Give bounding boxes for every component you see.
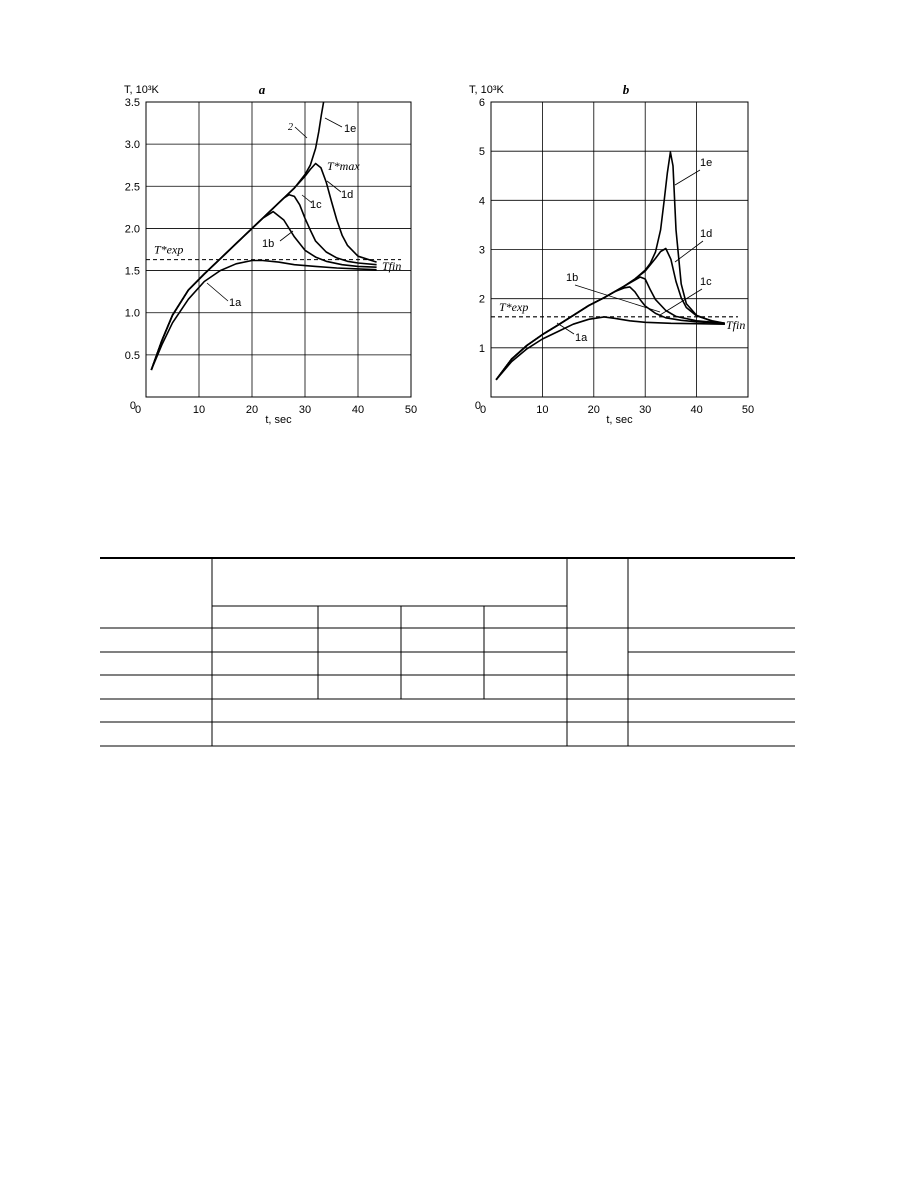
- y-tick-label: 1.5: [124, 265, 140, 278]
- annotation-tfin: Tfin: [382, 259, 402, 273]
- x-tick-label: 50: [404, 404, 418, 416]
- panel-label: b: [622, 82, 630, 97]
- x-tick-label: 0: [134, 404, 142, 416]
- x-tick-label: 50: [741, 404, 755, 416]
- y-axis-title: T, 10³K: [124, 84, 159, 96]
- x-axis-title: t, sec: [606, 414, 633, 426]
- x-tick-label: 20: [245, 404, 259, 416]
- series-line-1c: [151, 195, 376, 370]
- y-tick-label: 0: [474, 400, 481, 412]
- series-line-1a: [496, 317, 725, 380]
- series-leader-1b: [280, 231, 293, 241]
- y-tick-label: 4: [478, 195, 485, 208]
- data-table: [100, 557, 795, 747]
- reference-line-label: T*exp: [154, 242, 184, 257]
- series-label-1a: 1a: [575, 332, 588, 344]
- series-line-1d: [496, 249, 725, 380]
- series-label-1b: 1b: [566, 272, 579, 284]
- y-tick-label: 6: [478, 97, 485, 109]
- y-tick-label: 3: [478, 244, 485, 257]
- figure: [0, 0, 918, 440]
- panel-a: [124, 82, 417, 426]
- y-tick-label: 2: [478, 293, 485, 306]
- x-tick-label: 0: [479, 404, 487, 416]
- y-tick-label: 3.0: [124, 139, 140, 152]
- series-leader-1a: [207, 283, 228, 301]
- y-tick-label: 2.0: [124, 223, 140, 236]
- x-tick-label: 10: [192, 404, 206, 416]
- y-tick-label: 2.5: [124, 181, 140, 194]
- series-label-1c: 1c: [700, 276, 712, 288]
- series-label-1e: 1e: [344, 123, 357, 135]
- panel-b: [469, 82, 754, 426]
- series-line-1a: [151, 261, 376, 371]
- reference-line-label: T*exp: [499, 299, 529, 314]
- series-label-1a: 1a: [229, 297, 242, 309]
- x-tick-label: 40: [351, 404, 365, 416]
- x-tick-label: 30: [298, 404, 312, 416]
- series-label-1d: 1d: [700, 228, 713, 240]
- y-tick-label: 0.5: [124, 349, 140, 362]
- series-label-1c: 1c: [310, 199, 322, 211]
- y-tick-label: 0: [129, 400, 136, 412]
- panel-label: a: [258, 82, 266, 97]
- series-line-1e: [496, 152, 725, 380]
- series-leader-1c: [660, 289, 702, 315]
- series-leader-1e: [325, 118, 342, 127]
- x-axis-title: t, sec: [265, 414, 292, 426]
- x-tick-label: 40: [690, 404, 703, 416]
- series-label-1b: 1b: [262, 238, 275, 250]
- series-line-1e: [151, 102, 323, 370]
- series-line-1b: [496, 287, 725, 380]
- x-tick-label: 20: [587, 404, 600, 416]
- series-label-1d: 1d: [341, 189, 354, 201]
- series-label-1e: 1e: [700, 157, 713, 169]
- plot-frame: [146, 102, 411, 397]
- x-tick-label: 30: [639, 404, 652, 416]
- series-line-1c: [496, 277, 725, 380]
- y-tick-label: 3.5: [124, 97, 140, 109]
- y-tick-label: 1.0: [124, 307, 140, 320]
- y-tick-label: 5: [478, 146, 485, 159]
- x-tick-label: 10: [536, 404, 549, 416]
- annotation-curve-2: 2: [288, 122, 293, 133]
- y-axis-title: T, 10³K: [469, 84, 504, 96]
- annotation-tfin: Tfin: [726, 318, 746, 332]
- y-tick-label: 1: [478, 342, 485, 355]
- annotation-tmax: T*max: [327, 159, 360, 173]
